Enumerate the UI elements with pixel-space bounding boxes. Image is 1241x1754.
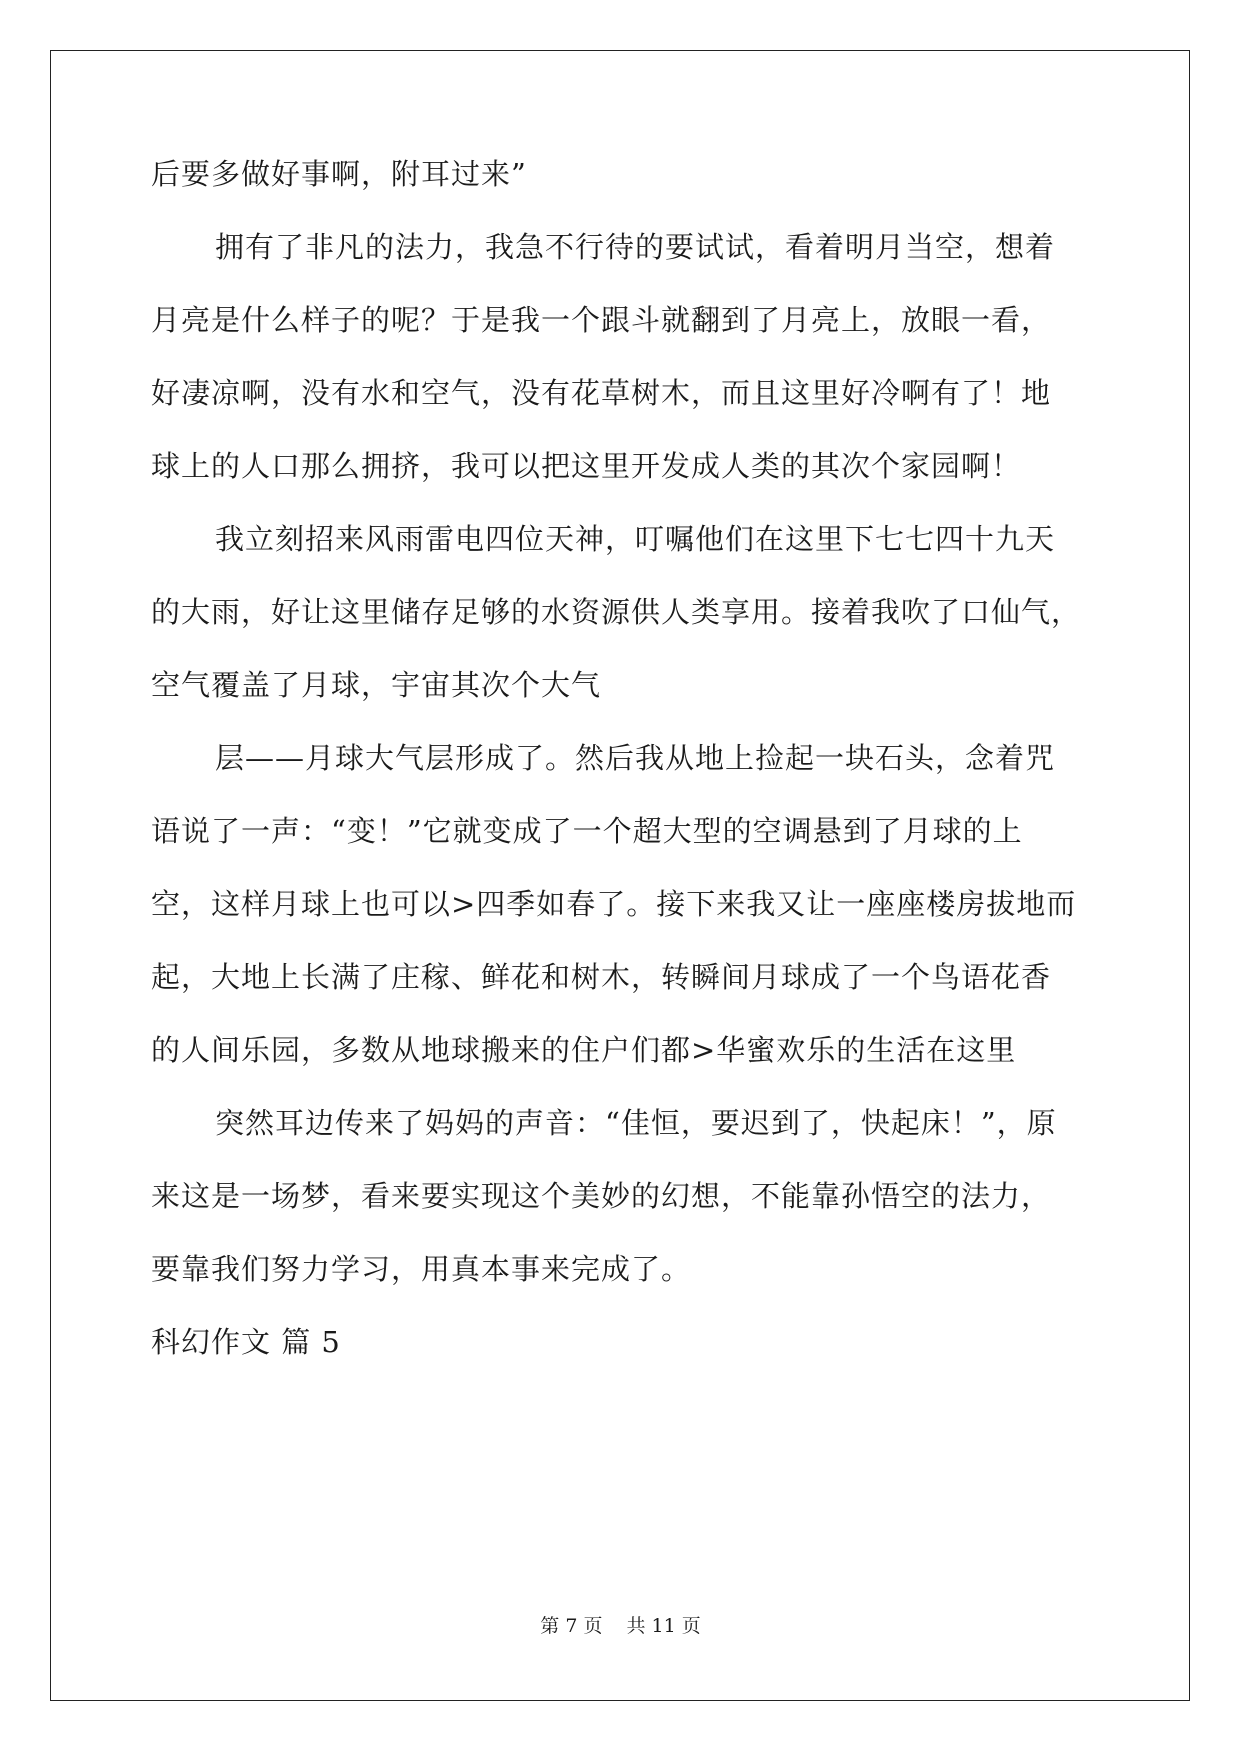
section-heading: 科幻作文 篇 5 [151,1325,341,1359]
text-line: 月亮是什么样子的呢？于是我一个跟斗就翻到了月亮上，放眼一看， [151,303,1052,337]
text-line: 拥有了非凡的法力，我急不行待的要试试，看着明月当空，想着 [215,230,1056,264]
text-line: 空气覆盖了月球，宇宙其次个大气 [151,668,602,702]
page-border [50,50,1190,1701]
text-line: 来这是一场梦，看来要实现这个美妙的幻想，不能靠孙悟空的法力， [151,1179,1052,1213]
text-line: 后要多做好事啊，附耳过来” [151,157,527,191]
text-line: 我立刻招来风雨雷电四位天神，叮嘱他们在这里下七七四十九天 [215,522,1056,556]
text-line: 球上的人口那么拥挤，我可以把这里开发成人类的其次个家园啊！ [151,449,1022,483]
text-line: 空，这样月球上也可以>四季如春了。接下来我又让一座座楼房拔地而 [151,887,1077,921]
page-total: 共 11 页 [626,1615,701,1637]
page-number: 第 7 页 [540,1615,603,1637]
text-line: 起，大地上长满了庄稼、鲜花和树木，转瞬间月球成了一个鸟语花香 [151,960,1052,994]
text-line: 的人间乐园，多数从地球搬来的住户们都>华蜜欢乐的生活在这里 [151,1033,1017,1067]
text-line: 的大雨，好让这里储存足够的水资源供人类享用。接着我吹了口仙气， [151,595,1082,629]
text-line: 突然耳边传来了妈妈的声音：“佳恒，要迟到了，快起床！”，原 [215,1106,1057,1140]
text-line: 语说了一声：“变！”它就变成了一个超大型的空调悬到了月球的上 [151,814,1023,848]
text-line: 层——月球大气层形成了。然后我从地上捡起一块石头，念着咒 [215,741,1056,775]
page-footer [0,1614,1241,1638]
text-line: 要靠我们努力学习，用真本事来完成了。 [151,1252,692,1286]
text-line: 好凄凉啊，没有水和空气，没有花草树木，而且这里好冷啊有了！地 [151,376,1052,410]
